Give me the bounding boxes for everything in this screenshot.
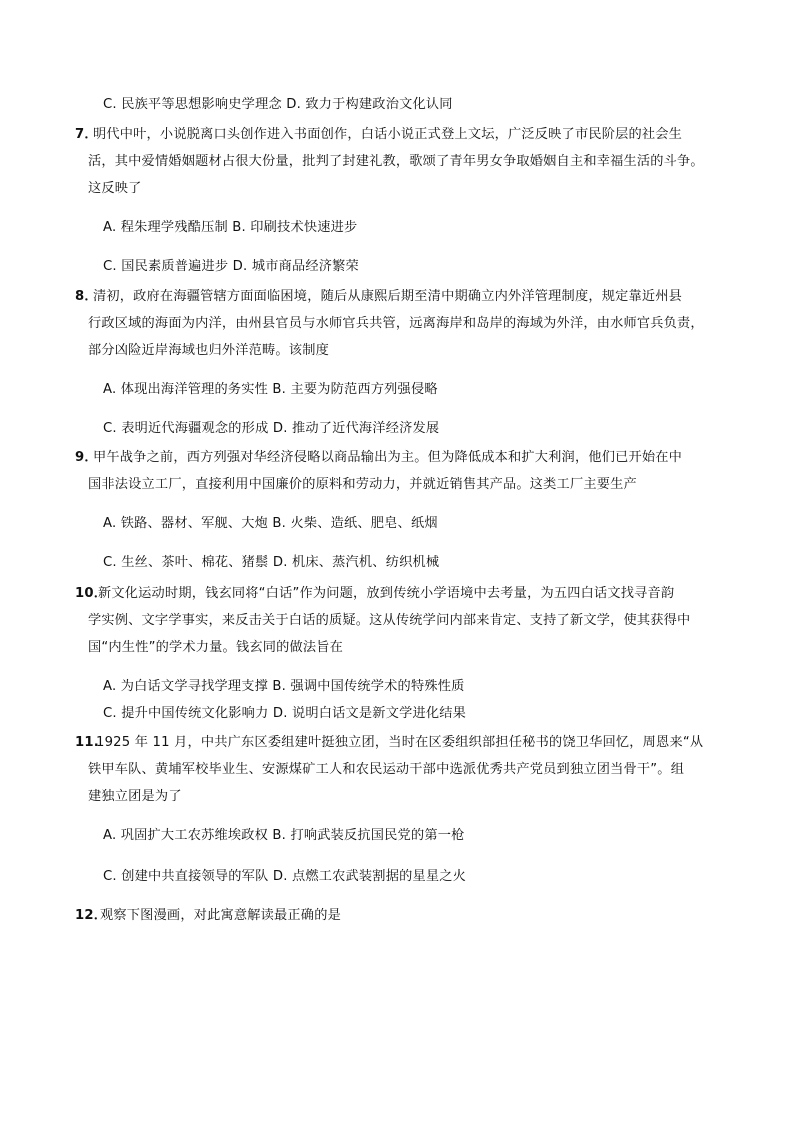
q8-stem-line-2: 行政区域的海面为内洋，由州县官员与水师官兵共管，远离海岸和岛岸的海域为外洋，由水师官兵负责，: [88, 316, 704, 331]
q10-options-ab: A. 为白话文学寻找学理支撑 B. 强调中国传统学术的特殊性质: [103, 679, 465, 694]
q7-stem-line-2: 活，其中爱情婚姻题材占很大份量，批判了封建礼教，歌颂了青年男女争取婚姻自主和幸福生活的斗争。: [88, 154, 704, 169]
q10-stem-line-2: 学实例、文字学事实，来反击关于白话的质疑。这从传统学问内部来肯定、支持了新文学，使其获得中: [88, 613, 691, 628]
q10-number: 10．: [75, 586, 108, 601]
q8-number: 8．: [75, 289, 98, 304]
q8-stem-line-1: 清初，政府在海疆管辖方面面临困境，随后从康熙后期至清中期确立内外洋管理制度，规定靠近州县: [93, 289, 683, 304]
q8-stem-line-3: 部分凶险近岸海域也归外洋范畴。该制度: [88, 343, 329, 358]
q7-number: 7．: [75, 127, 98, 142]
q9-stem-line-1: 甲午战争之前，西方列强对华经济侵略以商品输出为主。但为降低成本和扩大利润，他们已开始在中: [93, 450, 683, 465]
q11-stem-line-2: 铁甲车队、黄埔军校毕业生、安源煤矿工人和农民运动干部中选派优秀共产党员到独立团当骨干”。组: [88, 762, 685, 777]
q9-options-ab: A. 铁路、器材、军舰、大炮 B. 火柴、造纸、肥皂、纸烟: [103, 516, 438, 531]
q11-stem-line-1: 1925 年 11 月，中共广东区委组建叶挺独立团，当时在区委组织部担任秘书的饶卫华回忆，周恩来“从: [96, 735, 704, 750]
q12-stem-line-1: 观察下图漫画，对此寓意解读最正确的是: [100, 908, 341, 923]
q8-options-cd: C. 表明近代海疆观念的形成 D. 推动了近代海洋经济发展: [103, 421, 440, 436]
q8-options-ab: A. 体现出海洋管理的务实性 B. 主要为防范西方列强侵略: [103, 382, 438, 397]
q11-number: 11.: [75, 735, 99, 750]
q7-stem-line-3: 这反映了: [88, 181, 142, 196]
q10-stem-line-3: 国“内生性”的学术力量。钱玄同的做法旨在: [88, 640, 344, 655]
q12-number: 12．: [75, 908, 108, 923]
q9-number: 9．: [75, 450, 98, 465]
q9-stem-line-2: 国非法设立工厂，直接利用中国廉价的原料和劳动力，并就近销售其产品。这类工厂主要生产: [88, 477, 637, 492]
q7-stem-line-1: 明代中叶，小说脱离口头创作进入书面创作，白话小说正式登上文坛，广泛反映了市民阶层的社会生: [93, 127, 683, 142]
q11-stem-line-3: 建独立团是为了: [88, 789, 182, 804]
q6-options-cd: C. 民族平等思想影响史学理念 D. 致力于构建政治文化认同: [103, 97, 453, 112]
q10-stem-line-1: 新文化运动时期，钱玄同将“白话”作为问题，放到传统小学语境中去考量，为五四白话文找寻音韵: [98, 586, 675, 601]
q7-options-ab: A. 程朱理学残酷压制 B. 印刷技术快速进步: [103, 220, 358, 235]
q10-options-cd: C. 提升中国传统文化影响力 D. 说明白话文是新文学进化结果: [103, 706, 467, 721]
q7-options-cd: C. 国民素质普遍进步 D. 城市商品经济繁荣: [103, 259, 359, 274]
q11-options-ab: A. 巩固扩大工农苏维埃政权 B. 打响武装反抗国民党的第一枪: [103, 828, 465, 843]
q11-options-cd: C. 创建中共直接领导的军队 D. 点燃工农武装割据的星星之火: [103, 869, 467, 884]
q9-options-cd: C. 生丝、茶叶、棉花、猪鬃 D. 机床、蒸汽机、纺织机械: [103, 555, 440, 570]
